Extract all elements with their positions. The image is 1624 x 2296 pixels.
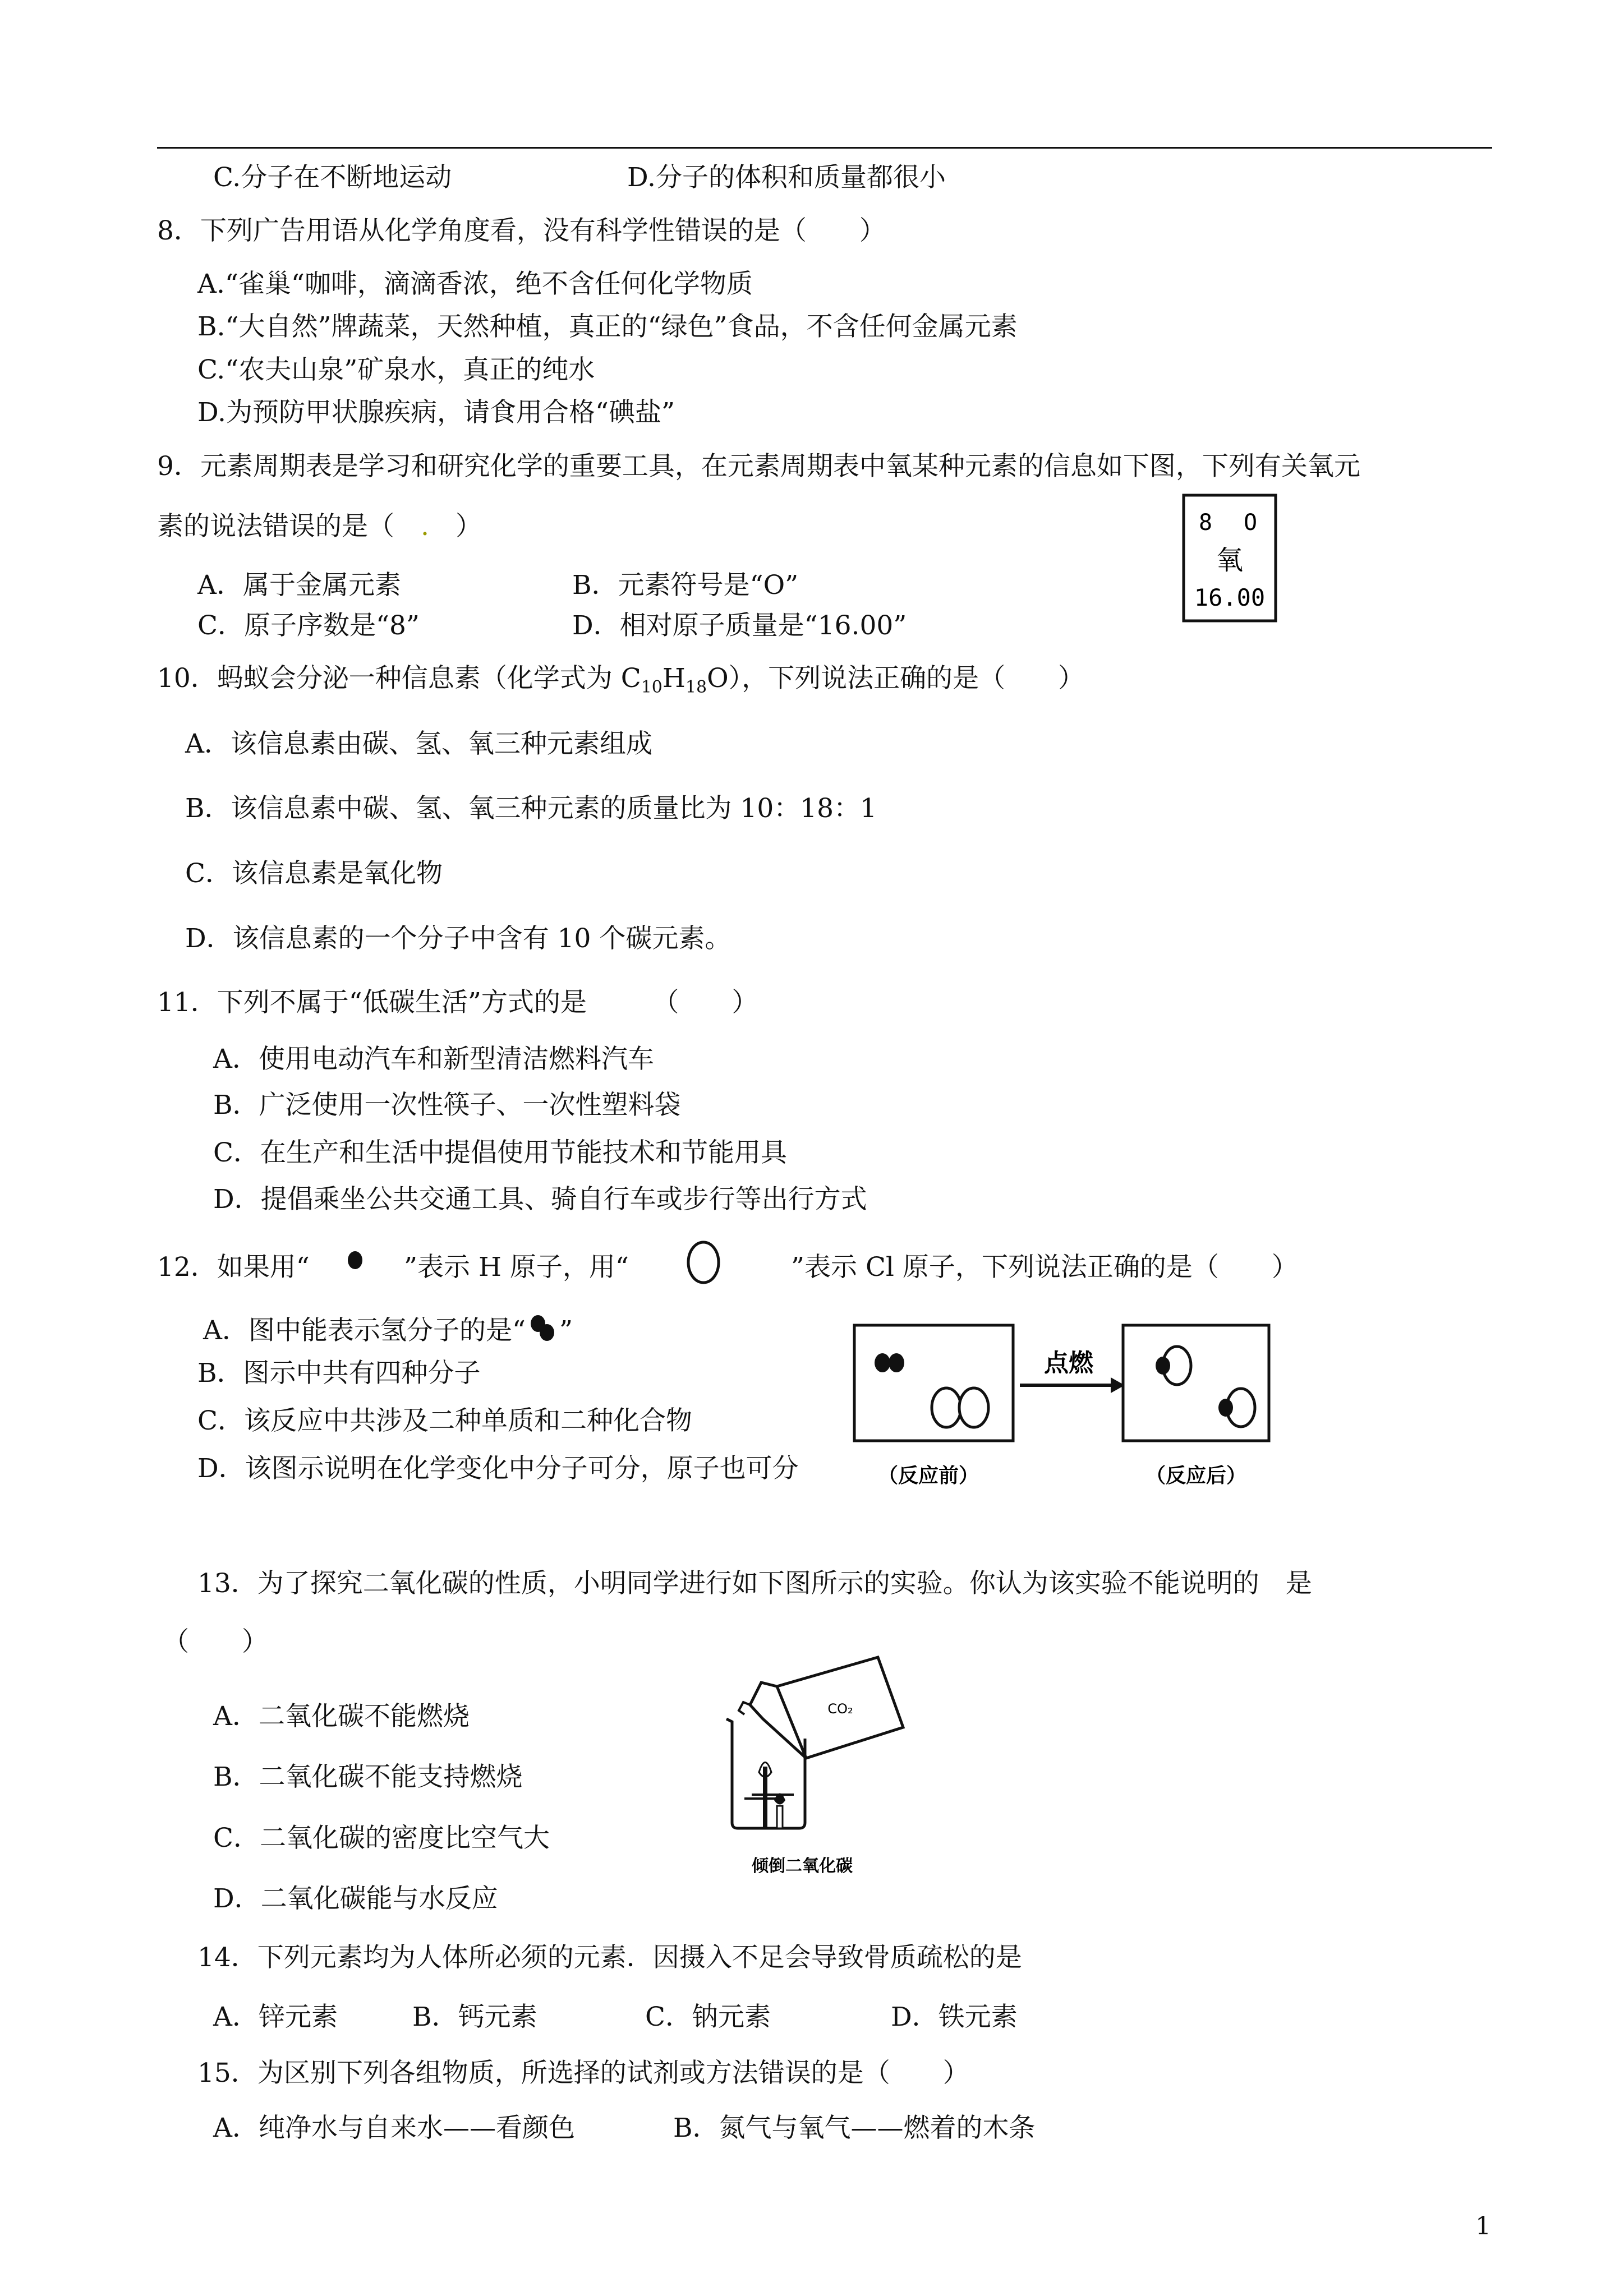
q11-stem: 11．下列不属于“低碳生活”方式的是 （ ）: [157, 987, 758, 1018]
q9-stem-line1: 9．元素周期表是学习和研究化学的重要工具，在元素周期表中氧某种元素的信息如下图，下列有关氧元: [157, 451, 1360, 482]
h-atom: [1218, 1399, 1233, 1417]
q8-option-c: C.“农夫山泉”矿泉水，真正的纯水: [197, 354, 595, 385]
q7-option-d: D.分子的体积和质量都很小: [627, 162, 946, 193]
beaker: [726, 1719, 805, 1828]
h-atom: [875, 1353, 890, 1372]
q8-option-b: B.“大自然”牌蔬菜，天然种植，真正的“绿色”食品，不含任何金属元素: [197, 311, 1018, 342]
cl-atom: [932, 1388, 961, 1427]
q13-option-c: C．二氧化碳的密度比空气大: [213, 1823, 550, 1854]
page-number: 1: [1475, 2212, 1491, 2240]
tile-symbol: O: [1244, 510, 1258, 536]
q9-option-d: D．相对原子质量是“16.00”: [572, 610, 907, 641]
q8-option-a: A.“雀巢“咖啡，滴滴香浓，绝不含任何化学物质: [197, 269, 753, 299]
h-atom-icon: [341, 1246, 369, 1274]
q15-stem: 15．为区别下列各组物质，所选择的试剂或方法错误的是（ ）: [197, 2058, 969, 2088]
q12-stem-part1: 12．如果用“: [157, 1252, 310, 1283]
q14-stem: 14．下列元素均为人体所必须的元素．因摄入不足会导致骨质疏松的是: [197, 1942, 1022, 1973]
q10-option-c: C．该信息素是氧化物: [185, 858, 443, 889]
reaction-diagram: [853, 1324, 1279, 1492]
q14-option-c: C．钠元素: [645, 2002, 771, 2032]
bottle-label: CO₂: [827, 1701, 853, 1717]
q14-option-b: B．钙元素: [412, 2002, 537, 2032]
q10-option-d: D．该信息素的一个分子中含有 10 个碳元素。: [185, 923, 732, 954]
header-rule: [157, 147, 1492, 149]
q8-stem: 8．下列广告用语从化学角度看，没有科学性错误的是（ ）: [157, 215, 886, 246]
lower-candle: [777, 1806, 783, 1828]
arrow-label: 点燃: [1044, 1349, 1093, 1377]
q12-option-b: B．图示中共有四种分子: [197, 1358, 481, 1389]
q9-option-a: A．属于金属元素: [197, 570, 401, 601]
q13-option-d: D．二氧化碳能与水反应: [213, 1883, 498, 1914]
before-box: [854, 1325, 1013, 1441]
cl-atom-icon: [684, 1237, 724, 1288]
q10-option-b: B．该信息素中碳、氢、氧三种元素的质量比为 10：18：1: [185, 793, 877, 824]
q13-option-a: A．二氧化碳不能燃烧: [213, 1701, 470, 1732]
reaction-arrow: [1020, 1349, 1125, 1393]
q11-option-c: C．在生产和生活中提倡使用节能技术和节能用具: [213, 1137, 787, 1168]
q9-option-c: C．原子序数是“8”: [197, 610, 420, 641]
figure-caption: 倾倒二氧化碳: [752, 1856, 853, 1876]
cl-atom: [959, 1388, 988, 1427]
co2-bottle: [739, 1657, 903, 1758]
q10-stem: 10．蚂蚁会分泌一种信息素（化学式为 $C_{10}H_{18}O$），下列说法正确的是（ ）: [157, 663, 1085, 697]
q8-option-d: D.为预防甲状腺疾病，请食用合格“碘盐”: [197, 397, 675, 428]
oxygen-element-tile: [1182, 494, 1277, 623]
tile-mass: 16.00: [1194, 584, 1266, 611]
q14-option-a: A．锌元素: [213, 2002, 338, 2032]
tile-name: 氧: [1216, 545, 1244, 576]
q10-option-a: A．该信息素由碳、氢、氧三种元素组成: [185, 729, 652, 759]
before-label: （反应前）: [877, 1464, 979, 1487]
upper-candle: [763, 1767, 767, 1795]
q14-option-d: D．铁元素: [891, 2002, 1018, 2032]
q15-option-b: B．氮气与氧气——燃着的木条: [673, 2113, 1036, 2143]
q11-option-a: A．使用电动汽车和新型清洁燃料汽车: [213, 1044, 654, 1075]
q12-stem-part3: ”表示 Cl 原子，下列说法正确的是（ ）: [791, 1252, 1298, 1283]
co2-pouring-figure: [710, 1652, 912, 1887]
after-box: [1123, 1325, 1269, 1441]
q11-option-d: D．提倡乘坐公共交通工具、骑自行车或步行等出行方式: [213, 1184, 867, 1215]
q12-option-d: D．该图示说明在化学变化中分子可分，原子也可分: [197, 1453, 799, 1484]
h-atom: [889, 1353, 904, 1372]
q9-option-b: B．元素符号是“O”: [572, 570, 799, 601]
q11-option-b: B．广泛使用一次性筷子、一次性塑料袋: [213, 1090, 681, 1121]
q12-option-a: A．图中能表示氢分子的是“ ”: [203, 1313, 573, 1344]
q7-option-c: C.分子在不断地运动: [213, 162, 452, 193]
q15-option-a: A．纯净水与自来水——看颜色: [213, 2113, 575, 2143]
q13-stem-line2: （ ）: [163, 1626, 268, 1657]
after-label: （反应后）: [1145, 1464, 1247, 1487]
q12-stem-part2: ”表示 H 原子，用“: [404, 1252, 629, 1283]
q9-stem-line2: 素的说法错误的是（ . ）: [157, 511, 482, 542]
q12-option-c: C．该反应中共涉及二种单质和二种化合物: [197, 1405, 692, 1436]
q13-stem-line1: 13．为了探究二氧化碳的性质，小明同学进行如下图所示的实验。你认为该实验不能说明的 是: [197, 1568, 1312, 1599]
q13-option-b: B．二氧化碳不能支持燃烧: [213, 1762, 523, 1792]
h-atom: [1156, 1357, 1170, 1375]
h2-molecule-icon: [526, 1313, 559, 1343]
tile-atomic-number: 8: [1199, 510, 1213, 536]
